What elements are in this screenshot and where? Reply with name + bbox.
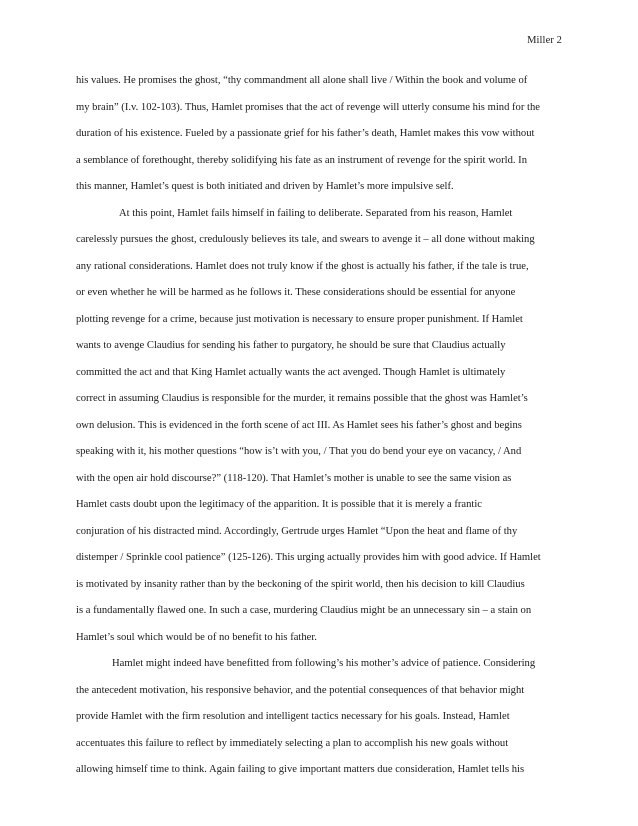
running-head: Miller 2 [527,35,562,46]
text-line: distemper / Sprinkle cool patience” (125-126). This urging actually provides him with good advice. If Hamlet [76,552,541,563]
text-line: speaking with it, his mother questions “how is’t with you, / That you do bend your eye on vacancy, / And [76,446,522,457]
text-line: duration of his existence. Fueled by a passionate grief for his father’s death, Hamlet makes this vow without [76,128,535,139]
text-line: own delusion. This is evidenced in the forth scene of act III. As Hamlet sees his father’s ghost and begins [76,419,522,431]
text-line: carelessly pursues the ghost, credulously believes its tale, and swears to avenge it – all done without making [76,234,535,245]
text-line: or even whether he will be harmed as he follows it. These considerations should be essential for anyone [76,287,516,298]
text-line: is a fundamentally flawed one. In such a case, murdering Claudius might be an unnecessary sin – a stain on [76,605,532,616]
text-line: Hamlet might indeed have benefitted from following’s his mother’s advice of patience. Considering [112,658,536,669]
text-line: with the open air hold discourse?” (118-120). That Hamlet’s mother is unable to see the same vision as [76,472,512,484]
text-line: any rational considerations. Hamlet does not truly know if the ghost is actually his father, if the tale is true, [76,260,529,272]
text-line: provide Hamlet with the firm resolution and intelligent tactics necessary for his goals. Instead, Hamlet [76,711,510,722]
text-line: plotting revenge for a crime, because just motivation is necessary to ensure proper punishment. If Hamlet [76,313,523,325]
text-line: the antecedent motivation, his responsive behavior, and the potential consequences of that behavior might [76,684,525,696]
text-line: this manner, Hamlet’s quest is both initiated and driven by Hamlet’s more impulsive self. [76,181,454,192]
text-line: conjuration of his distracted mind. Accordingly, Gertrude urges Hamlet “Upon the heat and flame of thy [76,525,518,537]
text-line: accentuates this failure to reflect by immediately selecting a plan to accomplish his new goals without [76,737,509,749]
text-line: correct in assuming Claudius is responsible for the murder, it remains possible that the ghost was Hamlet’s [76,393,528,404]
text-line: is motivated by insanity rather than by the beckoning of the spirit world, then his decision to kill Claudius [76,578,525,590]
text-line: Hamlet’s soul which would be of no benefit to his father. [76,631,317,643]
text-line: a semblance of forethought, thereby solidifying his fate as an instrument of revenge for the spirit world. In [76,154,527,166]
essay-body [76,68,566,784]
text-line: allowing himself time to think. Again failing to give important matters due consideration, Hamlet tells his [76,764,525,775]
text-line: At this point, Hamlet fails himself in failing to deliberate. Separated from his reason, Hamlet [119,207,513,219]
text-line: Hamlet casts doubt upon the legitimacy of the apparition. It is possible that it is merely a frantic [76,499,482,510]
text-line: his values. He promises the ghost, “thy commandment all alone shall live / Within the book and volume of [76,75,528,86]
text-line: committed the act and that King Hamlet actually wants the act avenged. Though Hamlet is ultimately [76,366,506,378]
text-line: my brain” (I.v. 102-103). Thus, Hamlet promises that the act of revenge will utterly consume his mind for the [76,101,540,113]
text-line: wants to avenge Claudius for sending his father to purgatory, he should be sure that Claudius actually [76,340,506,351]
